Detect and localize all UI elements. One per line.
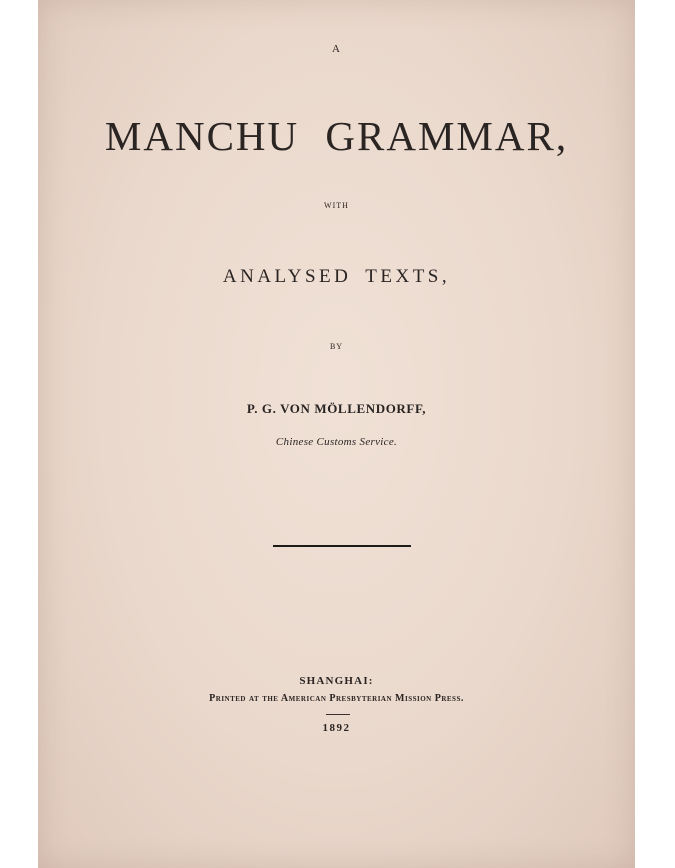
imprint-divider: [326, 714, 350, 715]
title-page: [38, 0, 635, 868]
with-connector: WITH: [324, 201, 349, 210]
book-title: MANCHU GRAMMAR,: [104, 113, 569, 159]
author-name: P. G. VON MÖLLENDORFF,: [246, 401, 427, 416]
publication-city: SHANGHAI:: [299, 675, 374, 687]
author-affiliation: Chinese Customs Service.: [275, 436, 398, 448]
by-connector: BY: [329, 342, 344, 351]
divider-rule: [273, 545, 411, 547]
title-article: A: [332, 43, 341, 55]
printer-imprint: Printed at the American Presbyterian Mission Press.: [209, 693, 464, 704]
book-subtitle: ANALYSED TEXTS,: [222, 266, 451, 287]
publication-year: 1892: [322, 722, 351, 734]
